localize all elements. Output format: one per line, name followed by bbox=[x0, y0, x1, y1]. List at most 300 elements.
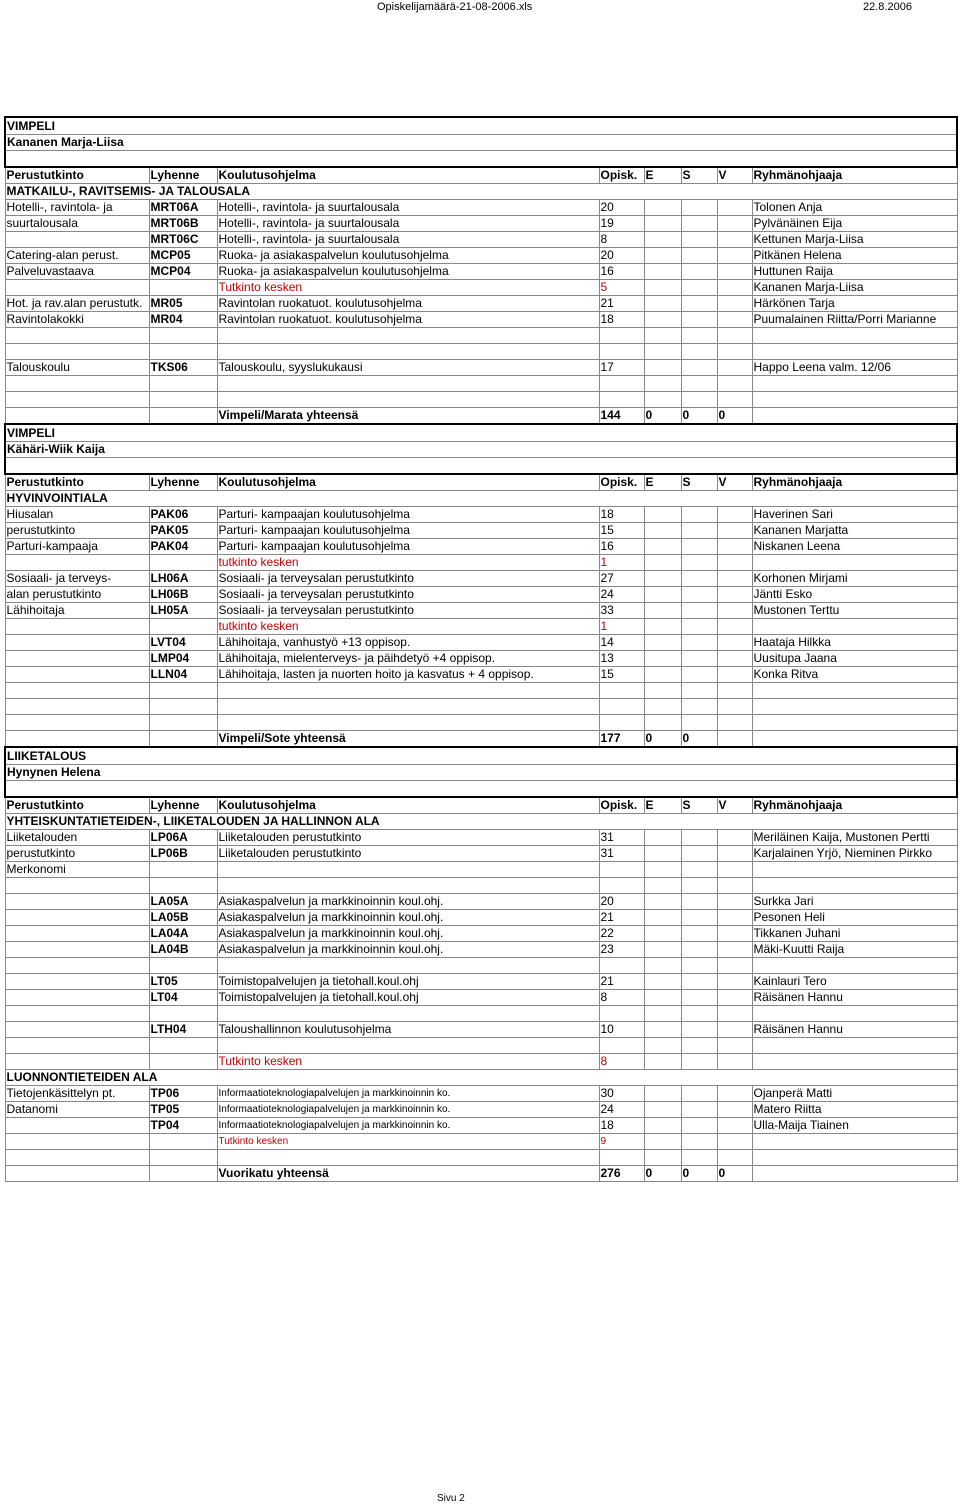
cell-opisk-: 276 bbox=[599, 1166, 644, 1182]
table-row bbox=[5, 539, 957, 555]
table-row bbox=[5, 846, 957, 862]
cell-lyhenne: LH05A bbox=[149, 603, 217, 619]
column-header-row bbox=[5, 474, 957, 491]
cell-koulutusohjelma bbox=[217, 344, 599, 360]
column-header: Ryhmänohjaaja bbox=[752, 797, 957, 814]
cell-e bbox=[644, 1086, 681, 1102]
cell-e bbox=[644, 715, 681, 731]
column-header: Opisk. bbox=[599, 474, 644, 491]
cell-v: 0 bbox=[717, 408, 752, 425]
column-header: S bbox=[681, 167, 717, 184]
cell-e bbox=[644, 200, 681, 216]
cell-e bbox=[644, 216, 681, 232]
cell-s: 0 bbox=[681, 731, 717, 748]
cell-lyhenne: MRT06C bbox=[149, 232, 217, 248]
cell-perustutkinto bbox=[5, 376, 149, 392]
section-head-name: Hynynen Helena bbox=[5, 765, 957, 781]
column-header: E bbox=[644, 797, 681, 814]
table-row bbox=[5, 699, 957, 715]
cell-v bbox=[717, 1134, 752, 1150]
cell-e bbox=[644, 635, 681, 651]
cell-lyhenne: MCP05 bbox=[149, 248, 217, 264]
cell-perustutkinto: suurtalousala bbox=[5, 216, 149, 232]
cell-lyhenne bbox=[149, 1006, 217, 1022]
cell-v bbox=[717, 894, 752, 910]
cell-ryhmänohjaaja: Tolonen Anja bbox=[752, 200, 957, 216]
cell-e bbox=[644, 296, 681, 312]
cell-ryhmänohjaaja: Happo Leena valm. 12/06 bbox=[752, 360, 957, 376]
cell-s bbox=[681, 1038, 717, 1054]
cell-e bbox=[644, 651, 681, 667]
cell-opisk-: 24 bbox=[599, 587, 644, 603]
cell-lyhenne: MR05 bbox=[149, 296, 217, 312]
cell-s bbox=[681, 1022, 717, 1038]
cell-v bbox=[717, 683, 752, 699]
cell-koulutusohjelma: Ravintolan ruokatuot. koulutusohjelma bbox=[217, 296, 599, 312]
cell-e bbox=[644, 1118, 681, 1134]
table-row bbox=[5, 651, 957, 667]
cell-perustutkinto: Hiusalan bbox=[5, 507, 149, 523]
cell-ryhmänohjaaja bbox=[752, 878, 957, 894]
cell-ryhmänohjaaja: Matero Riitta bbox=[752, 1102, 957, 1118]
cell-e bbox=[644, 846, 681, 862]
cell-lyhenne bbox=[149, 280, 217, 296]
cell-opisk- bbox=[599, 1038, 644, 1054]
cell-koulutusohjelma: Tutkinto kesken bbox=[217, 1054, 599, 1070]
column-header: Opisk. bbox=[599, 167, 644, 184]
cell-e bbox=[644, 1054, 681, 1070]
cell-e bbox=[644, 312, 681, 328]
cell-koulutusohjelma: Hotelli-, ravintola- ja suurtalousala bbox=[217, 232, 599, 248]
cell-e: 0 bbox=[644, 408, 681, 425]
cell-v: 0 bbox=[717, 1166, 752, 1182]
cell-s: 0 bbox=[681, 1166, 717, 1182]
cell-koulutusohjelma: Lähihoitaja, mielenterveys- ja päihdetyö +4 oppisop. bbox=[217, 651, 599, 667]
cell-s bbox=[681, 376, 717, 392]
cell-koulutusohjelma: Toimistopalvelujen ja tietohall.koul.ohj bbox=[217, 990, 599, 1006]
cell-ryhmänohjaaja bbox=[752, 862, 957, 878]
cell-ryhmänohjaaja bbox=[752, 344, 957, 360]
cell-lyhenne: LMP04 bbox=[149, 651, 217, 667]
table-row bbox=[5, 312, 957, 328]
cell-koulutusohjelma: Asiakaspalvelun ja markkinoinnin koul.ohj. bbox=[217, 942, 599, 958]
cell-ryhmänohjaaja: Meriläinen Kaija, Mustonen Pertti bbox=[752, 830, 957, 846]
cell-perustutkinto: Datanomi bbox=[5, 1102, 149, 1118]
cell-perustutkinto: alan perustutkinto bbox=[5, 587, 149, 603]
cell-perustutkinto bbox=[5, 1118, 149, 1134]
section-unit bbox=[5, 424, 957, 442]
cell-koulutusohjelma: Parturi- kampaajan koulutusohjelma bbox=[217, 539, 599, 555]
cell-ryhmänohjaaja bbox=[752, 408, 957, 425]
table-row bbox=[5, 344, 957, 360]
cell-e bbox=[644, 990, 681, 1006]
cell-v bbox=[717, 312, 752, 328]
cell-perustutkinto: HYVINVOINTIALA bbox=[5, 491, 957, 507]
cell-v bbox=[717, 942, 752, 958]
cell-opisk- bbox=[599, 1150, 644, 1166]
print-date: 22.8.2006 bbox=[863, 1, 912, 13]
cell-perustutkinto: Hot. ja rav.alan perustutk. bbox=[5, 296, 149, 312]
cell-v bbox=[717, 571, 752, 587]
table-row bbox=[5, 360, 957, 376]
cell-lyhenne bbox=[149, 862, 217, 878]
cell-koulutusohjelma bbox=[217, 328, 599, 344]
cell-lyhenne bbox=[149, 1166, 217, 1182]
cell-v bbox=[717, 555, 752, 571]
cell-koulutusohjelma bbox=[217, 878, 599, 894]
cell-e bbox=[644, 264, 681, 280]
cell-e bbox=[644, 280, 681, 296]
cell-perustutkinto bbox=[5, 878, 149, 894]
cell-s bbox=[681, 926, 717, 942]
cell-lyhenne: TP04 bbox=[149, 1118, 217, 1134]
cell-ryhmänohjaaja bbox=[752, 731, 957, 748]
table-row bbox=[5, 974, 957, 990]
cell-opisk-: 8 bbox=[599, 232, 644, 248]
cell-ryhmänohjaaja bbox=[752, 376, 957, 392]
cell-s bbox=[681, 587, 717, 603]
cell-v bbox=[717, 830, 752, 846]
table-row bbox=[5, 603, 957, 619]
cell-opisk- bbox=[599, 1006, 644, 1022]
table-row bbox=[5, 392, 957, 408]
table-row bbox=[5, 619, 957, 635]
cell-perustutkinto: perustutkinto bbox=[5, 523, 149, 539]
cell-s bbox=[681, 296, 717, 312]
cell-lyhenne: MR04 bbox=[149, 312, 217, 328]
cell-s bbox=[681, 830, 717, 846]
table-row bbox=[5, 942, 957, 958]
cell-opisk-: 22 bbox=[599, 926, 644, 942]
cell-opisk-: 177 bbox=[599, 731, 644, 748]
cell-koulutusohjelma: Parturi- kampaajan koulutusohjelma bbox=[217, 523, 599, 539]
table-row bbox=[5, 555, 957, 571]
cell-opisk-: 30 bbox=[599, 1086, 644, 1102]
cell-opisk-: 15 bbox=[599, 667, 644, 683]
file-name: Opiskelijamäärä-21-08-2006.xls bbox=[377, 1, 533, 13]
cell-s bbox=[681, 651, 717, 667]
cell-perustutkinto bbox=[5, 894, 149, 910]
cell-ryhmänohjaaja: Haataja Hilkka bbox=[752, 635, 957, 651]
category-row bbox=[5, 184, 957, 200]
cell-v bbox=[717, 1118, 752, 1134]
cell-v bbox=[717, 667, 752, 683]
cell-v bbox=[717, 328, 752, 344]
cell-opisk-: 19 bbox=[599, 216, 644, 232]
cell-ryhmänohjaaja bbox=[752, 328, 957, 344]
cell-s bbox=[681, 1150, 717, 1166]
cell-s bbox=[681, 894, 717, 910]
cell-lyhenne bbox=[149, 392, 217, 408]
cell-s bbox=[681, 958, 717, 974]
cell-perustutkinto bbox=[5, 1038, 149, 1054]
cell-ryhmänohjaaja bbox=[752, 1166, 957, 1182]
cell-perustutkinto: Tietojenkäsittelyn pt. bbox=[5, 1086, 149, 1102]
table-row bbox=[5, 296, 957, 312]
cell-ryhmänohjaaja bbox=[752, 619, 957, 635]
cell-ryhmänohjaaja: Pitkänen Helena bbox=[752, 248, 957, 264]
cell-opisk- bbox=[599, 878, 644, 894]
table-row bbox=[5, 878, 957, 894]
cell-lyhenne bbox=[149, 683, 217, 699]
cell-v bbox=[717, 376, 752, 392]
category-row bbox=[5, 1070, 957, 1086]
cell-v bbox=[717, 216, 752, 232]
cell-perustutkinto bbox=[5, 942, 149, 958]
cell-ryhmänohjaaja bbox=[752, 958, 957, 974]
table-row bbox=[5, 683, 957, 699]
cell-v bbox=[717, 958, 752, 974]
cell-v bbox=[717, 990, 752, 1006]
cell-ryhmänohjaaja bbox=[752, 683, 957, 699]
table-row bbox=[5, 523, 957, 539]
cell-lyhenne: MCP04 bbox=[149, 264, 217, 280]
cell-s bbox=[681, 699, 717, 715]
category-row bbox=[5, 491, 957, 507]
column-header: Koulutusohjelma bbox=[217, 797, 599, 814]
cell-ryhmänohjaaja: Kananen Marja-Liisa bbox=[752, 280, 957, 296]
cell-v bbox=[717, 200, 752, 216]
cell-perustutkinto: Hotelli-, ravintola- ja bbox=[5, 200, 149, 216]
cell-lyhenne: MRT06A bbox=[149, 200, 217, 216]
cell-ryhmänohjaaja: Karjalainen Yrjö, Nieminen Pirkko bbox=[752, 846, 957, 862]
cell-perustutkinto bbox=[5, 958, 149, 974]
cell-opisk- bbox=[599, 683, 644, 699]
cell-perustutkinto bbox=[5, 328, 149, 344]
cell-opisk-: 8 bbox=[599, 1054, 644, 1070]
spacer-cell bbox=[5, 151, 957, 168]
cell-ryhmänohjaaja: Kananen Marjatta bbox=[752, 523, 957, 539]
column-header: Opisk. bbox=[599, 797, 644, 814]
cell-v bbox=[717, 587, 752, 603]
cell-koulutusohjelma: Talouskoulu, syyslukukausi bbox=[217, 360, 599, 376]
cell-ryhmänohjaaja: Pesonen Heli bbox=[752, 910, 957, 926]
cell-opisk-: 144 bbox=[599, 408, 644, 425]
cell-e bbox=[644, 1102, 681, 1118]
cell-e bbox=[644, 1150, 681, 1166]
cell-e bbox=[644, 603, 681, 619]
cell-lyhenne: TP05 bbox=[149, 1102, 217, 1118]
section-unit bbox=[5, 747, 957, 765]
table-row bbox=[5, 862, 957, 878]
cell-v bbox=[717, 715, 752, 731]
cell-lyhenne bbox=[149, 1038, 217, 1054]
cell-perustutkinto: Talouskoulu bbox=[5, 360, 149, 376]
cell-ryhmänohjaaja: Tikkanen Juhani bbox=[752, 926, 957, 942]
cell-perustutkinto: YHTEISKUNTATIETEIDEN-, LIIKETALOUDEN JA HALLINNON ALA bbox=[5, 814, 957, 830]
cell-koulutusohjelma: Ruoka- ja asiakaspalvelun koulutusohjelma bbox=[217, 248, 599, 264]
cell-koulutusohjelma bbox=[217, 862, 599, 878]
cell-ryhmänohjaaja: Huttunen Raija bbox=[752, 264, 957, 280]
cell-perustutkinto bbox=[5, 651, 149, 667]
cell-koulutusohjelma bbox=[217, 376, 599, 392]
cell-perustutkinto bbox=[5, 619, 149, 635]
cell-ryhmänohjaaja: Korhonen Mirjami bbox=[752, 571, 957, 587]
total-row bbox=[5, 1166, 957, 1182]
cell-opisk- bbox=[599, 344, 644, 360]
cell-v bbox=[717, 910, 752, 926]
cell-perustutkinto bbox=[5, 1150, 149, 1166]
cell-ryhmänohjaaja: Kainlauri Tero bbox=[752, 974, 957, 990]
cell-opisk-: 14 bbox=[599, 635, 644, 651]
table-row bbox=[5, 990, 957, 1006]
cell-lyhenne: TP06 bbox=[149, 1086, 217, 1102]
cell-opisk-: 16 bbox=[599, 264, 644, 280]
cell-lyhenne: LH06B bbox=[149, 587, 217, 603]
cell-ryhmänohjaaja bbox=[752, 1134, 957, 1150]
cell-opisk-: 8 bbox=[599, 990, 644, 1006]
cell-v bbox=[717, 248, 752, 264]
cell-v bbox=[717, 539, 752, 555]
column-header-row bbox=[5, 167, 957, 184]
cell-v bbox=[717, 360, 752, 376]
cell-koulutusohjelma: Informaatioteknologiapalvelujen ja markkinoinnin ko. bbox=[217, 1102, 599, 1118]
cell-koulutusohjelma: Ruoka- ja asiakaspalvelun koulutusohjelma bbox=[217, 264, 599, 280]
cell-ryhmänohjaaja bbox=[752, 699, 957, 715]
table-row bbox=[5, 507, 957, 523]
cell-lyhenne: LA05B bbox=[149, 910, 217, 926]
table-row bbox=[5, 587, 957, 603]
cell-lyhenne bbox=[149, 958, 217, 974]
cell-ryhmänohjaaja: Puumalainen Riitta/Porri Marianne bbox=[752, 312, 957, 328]
cell-ryhmänohjaaja: Ulla-Maija Tiainen bbox=[752, 1118, 957, 1134]
cell-opisk-: 21 bbox=[599, 974, 644, 990]
cell-s bbox=[681, 862, 717, 878]
cell-koulutusohjelma: Hotelli-, ravintola- ja suurtalousala bbox=[217, 216, 599, 232]
cell-s bbox=[681, 715, 717, 731]
cell-e bbox=[644, 376, 681, 392]
cell-opisk-: 5 bbox=[599, 280, 644, 296]
cell-koulutusohjelma bbox=[217, 1006, 599, 1022]
cell-lyhenne: LT05 bbox=[149, 974, 217, 990]
cell-opisk-: 20 bbox=[599, 248, 644, 264]
column-header: V bbox=[717, 797, 752, 814]
cell-v bbox=[717, 264, 752, 280]
total-row bbox=[5, 408, 957, 425]
cell-s bbox=[681, 344, 717, 360]
cell-koulutusohjelma: Lähihoitaja, lasten ja nuorten hoito ja kasvatus + 4 oppisop. bbox=[217, 667, 599, 683]
cell-perustutkinto bbox=[5, 926, 149, 942]
cell-e bbox=[644, 344, 681, 360]
cell-lyhenne: LLN04 bbox=[149, 667, 217, 683]
cell-s bbox=[681, 360, 717, 376]
cell-opisk-: 10 bbox=[599, 1022, 644, 1038]
table-row bbox=[5, 715, 957, 731]
table-row bbox=[5, 1022, 957, 1038]
column-header: Perustutkinto bbox=[5, 474, 149, 491]
cell-koulutusohjelma: Liiketalouden perustutkinto bbox=[217, 830, 599, 846]
column-header: E bbox=[644, 474, 681, 491]
cell-opisk- bbox=[599, 392, 644, 408]
cell-lyhenne bbox=[149, 878, 217, 894]
cell-s bbox=[681, 571, 717, 587]
page-footer: Sivu 2 bbox=[437, 1493, 465, 1504]
cell-v bbox=[717, 699, 752, 715]
cell-lyhenne: LA04B bbox=[149, 942, 217, 958]
cell-s bbox=[681, 1118, 717, 1134]
cell-s bbox=[681, 232, 717, 248]
cell-v bbox=[717, 523, 752, 539]
cell-s bbox=[681, 974, 717, 990]
cell-perustutkinto bbox=[5, 667, 149, 683]
cell-v bbox=[717, 1150, 752, 1166]
cell-e bbox=[644, 683, 681, 699]
cell-lyhenne bbox=[149, 1150, 217, 1166]
cell-v bbox=[717, 1022, 752, 1038]
cell-perustutkinto bbox=[5, 1006, 149, 1022]
cell-e bbox=[644, 699, 681, 715]
cell-perustutkinto bbox=[5, 974, 149, 990]
spreadsheet-table bbox=[4, 116, 958, 1182]
cell-opisk-: 18 bbox=[599, 312, 644, 328]
cell-opisk-: 17 bbox=[599, 360, 644, 376]
cell-ryhmänohjaaja: Konka Ritva bbox=[752, 667, 957, 683]
cell-perustutkinto bbox=[5, 731, 149, 748]
cell-ryhmänohjaaja bbox=[752, 1150, 957, 1166]
cell-opisk-: 13 bbox=[599, 651, 644, 667]
cell-opisk- bbox=[599, 958, 644, 974]
cell-e bbox=[644, 1038, 681, 1054]
cell-s bbox=[681, 1134, 717, 1150]
cell-s bbox=[681, 555, 717, 571]
cell-v bbox=[717, 878, 752, 894]
cell-perustutkinto bbox=[5, 635, 149, 651]
cell-perustutkinto bbox=[5, 392, 149, 408]
column-header: Koulutusohjelma bbox=[217, 474, 599, 491]
cell-s bbox=[681, 280, 717, 296]
cell-opisk-: 16 bbox=[599, 539, 644, 555]
cell-opisk-: 31 bbox=[599, 830, 644, 846]
cell-lyhenne bbox=[149, 1134, 217, 1150]
spacer-row bbox=[5, 151, 957, 168]
cell-opisk-: 23 bbox=[599, 942, 644, 958]
spacer-row bbox=[5, 781, 957, 798]
cell-opisk- bbox=[599, 328, 644, 344]
cell-e bbox=[644, 1022, 681, 1038]
cell-lyhenne: LH06A bbox=[149, 571, 217, 587]
cell-opisk-: 31 bbox=[599, 846, 644, 862]
table-row bbox=[5, 1038, 957, 1054]
cell-opisk-: 33 bbox=[599, 603, 644, 619]
cell-perustutkinto bbox=[5, 1166, 149, 1182]
cell-v bbox=[717, 731, 752, 748]
cell-s bbox=[681, 507, 717, 523]
cell-v bbox=[717, 232, 752, 248]
cell-opisk-: 1 bbox=[599, 555, 644, 571]
cell-koulutusohjelma: Informaatioteknologiapalvelujen ja markkinoinnin ko. bbox=[217, 1086, 599, 1102]
cell-v bbox=[717, 1038, 752, 1054]
cell-e bbox=[644, 974, 681, 990]
cell-perustutkinto bbox=[5, 699, 149, 715]
cell-v bbox=[717, 296, 752, 312]
cell-koulutusohjelma: Asiakaspalvelun ja markkinoinnin koul.ohj. bbox=[217, 894, 599, 910]
cell-koulutusohjelma bbox=[217, 1038, 599, 1054]
cell-e bbox=[644, 507, 681, 523]
column-header: Lyhenne bbox=[149, 167, 217, 184]
column-header: Lyhenne bbox=[149, 474, 217, 491]
cell-lyhenne bbox=[149, 555, 217, 571]
table-row bbox=[5, 328, 957, 344]
cell-koulutusohjelma bbox=[217, 392, 599, 408]
cell-s bbox=[681, 619, 717, 635]
cell-koulutusohjelma: Tutkinto kesken bbox=[217, 280, 599, 296]
table-row bbox=[5, 1134, 957, 1150]
table-row bbox=[5, 958, 957, 974]
cell-lyhenne: MRT06B bbox=[149, 216, 217, 232]
table-row bbox=[5, 1118, 957, 1134]
cell-ryhmänohjaaja: Surkka Jari bbox=[752, 894, 957, 910]
cell-perustutkinto bbox=[5, 280, 149, 296]
